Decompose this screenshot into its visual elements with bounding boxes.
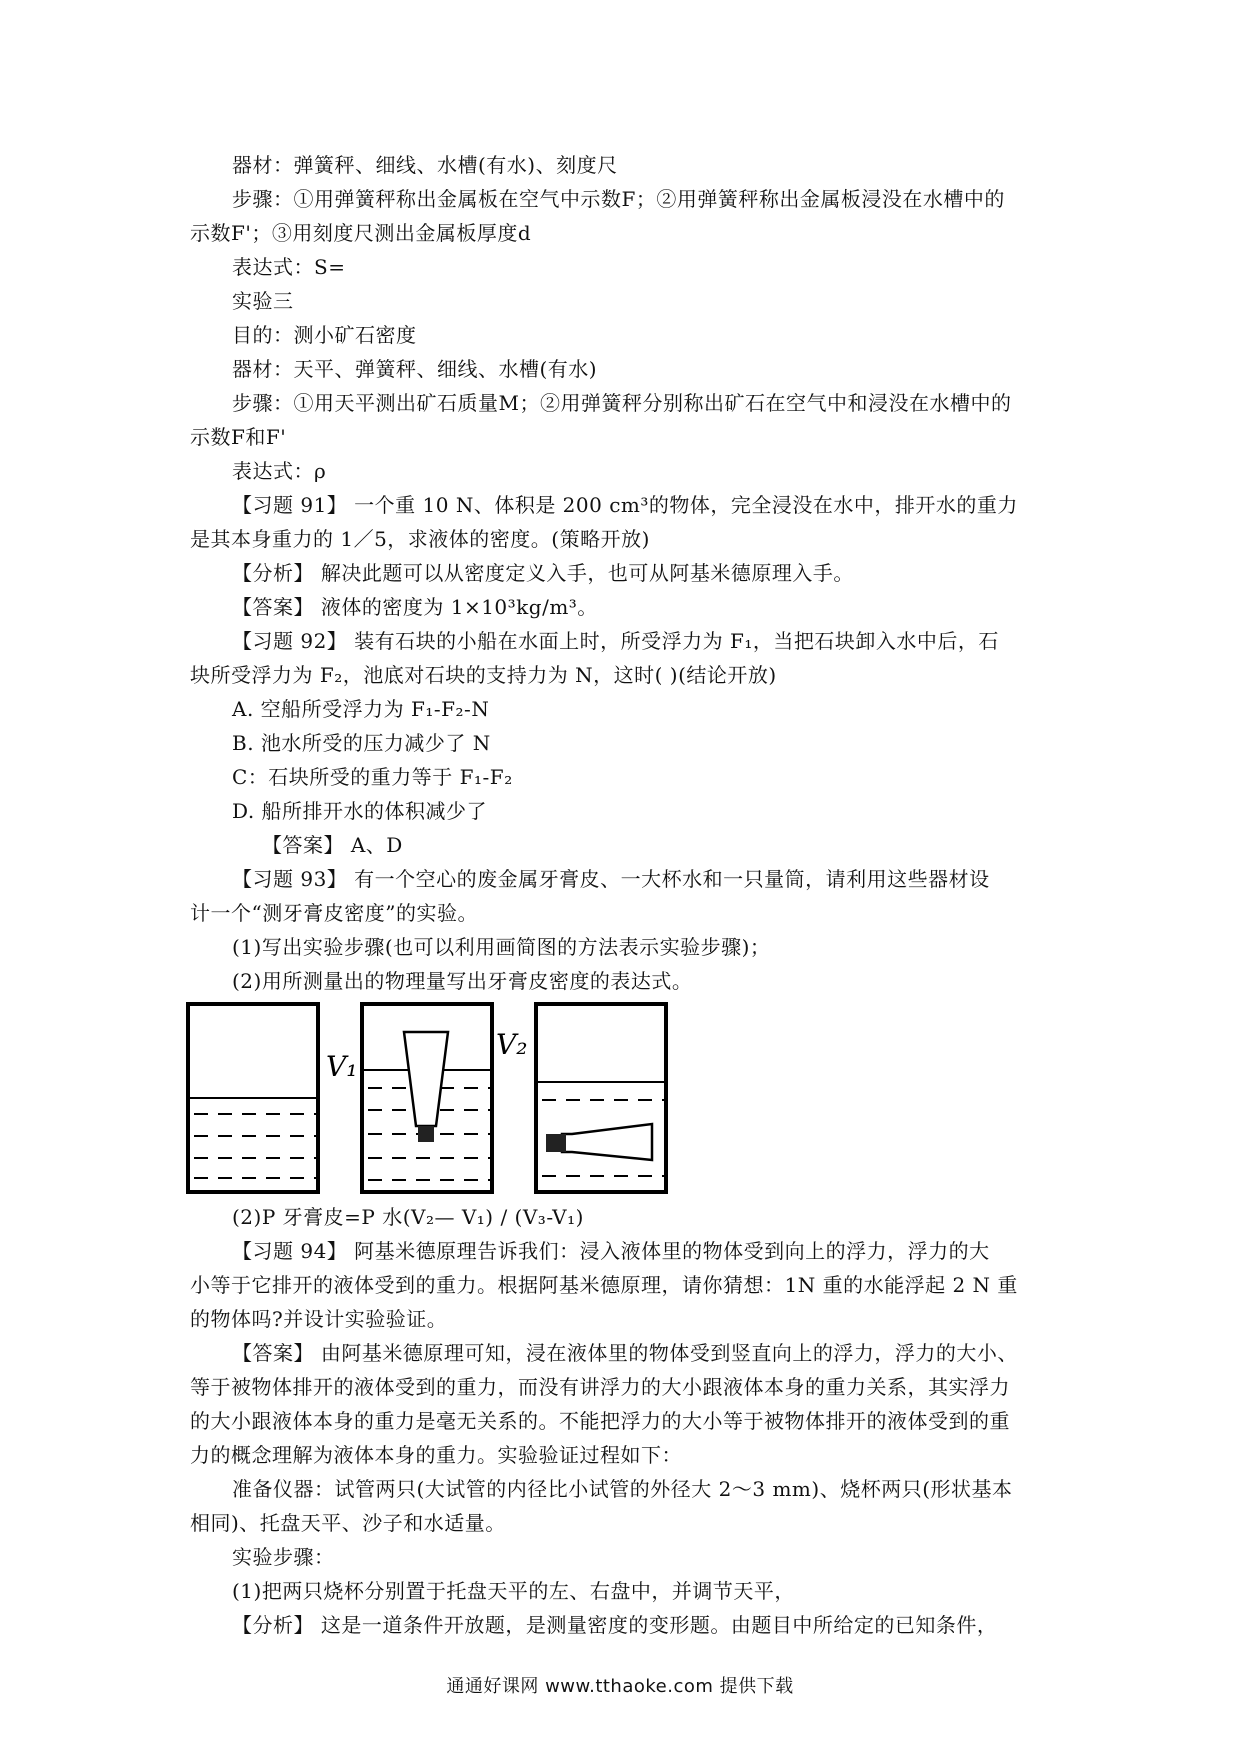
cylinder-1 xyxy=(188,1004,318,1192)
option-c: C：石块所受的重力等于 F₁-F₂ xyxy=(232,765,513,789)
cylinder-3 xyxy=(536,1004,666,1192)
tube-cap xyxy=(546,1134,566,1152)
option-b: B. 池水所受的压力减少了 N xyxy=(232,731,491,755)
exercise-93: 【习题 93】 有一个空心的废金属牙膏皮、一大杯水和一只量筒，请利用这些器材设 xyxy=(232,867,990,891)
text-line: 准备仪器：试管两只(大试管的内径比小试管的外径大 2～3 mm)、烧杯两只(形状基本 xyxy=(232,1477,1013,1501)
tube-cap xyxy=(418,1126,434,1142)
toothpaste-tube-upright xyxy=(404,1032,448,1126)
density-expression: (2)P 牙膏皮=P 水(V₂— V₁) / (V₃-V₁) xyxy=(232,1205,584,1229)
option-d: D. 船所排开水的体积减少了 xyxy=(232,799,488,823)
text-line: 实验步骤： xyxy=(232,1545,335,1569)
text-line: (2)用所测量出的物理量写出牙膏皮密度的表达式。 xyxy=(232,969,693,993)
analysis-94: 【分析】 这是一道条件开放题，是测量密度的变形题。由题目中所给定的已知条件， xyxy=(232,1613,998,1637)
option-a: A. 空船所受浮力为 F₁-F₂-N xyxy=(232,697,490,721)
text-line: 计一个“测牙膏皮密度”的实验。 xyxy=(190,901,478,925)
answer-92: 【答案】 A、D xyxy=(262,833,403,857)
text-line: 器材：天平、弹簧秤、细线、水槽(有水) xyxy=(232,357,598,381)
text-line: 表达式：S= xyxy=(232,255,346,279)
text-line: 块所受浮力为 F₂，池底对石块的支持力为 N，这时( )(结论开放) xyxy=(190,663,777,687)
text-line: (1)写出实验步骤(也可以利用画简图的方法表示实验步骤)； xyxy=(232,935,771,959)
text-line: 表达式：ρ xyxy=(232,459,327,483)
text-line: 的大小跟液体本身的重力是毫无关系的。不能把浮力的大小等于被物体排开的液体受到的重 xyxy=(190,1409,1010,1433)
text-line: 示数F'；③用刻度尺测出金属板厚度d xyxy=(190,221,532,245)
text-line: 步骤：①用天平测出矿石质量M；②用弹簧秤分别称出矿石在空气中和浸没在水槽中的 xyxy=(232,391,1012,415)
label-v1: V₁ xyxy=(326,1050,358,1083)
cylinder-2 xyxy=(362,1004,492,1192)
text-line: 等于被物体排开的液体受到的重力，而没有讲浮力的大小跟液体本身的重力关系，其实浮力 xyxy=(190,1375,1010,1399)
text-line: 小等于它排开的液体受到的重力。根据阿基米德原理，请你猜想：1N 重的水能浮起 2 N 重 xyxy=(190,1273,1018,1297)
section-heading: 实验三 xyxy=(232,289,294,313)
text-line: 目的：测小矿石密度 xyxy=(232,323,417,347)
exercise-91: 【习题 91】 一个重 10 N、体积是 200 cm³的物体，完全浸没在水中，排开水的重力 xyxy=(232,493,1018,517)
text-line: 相同)、托盘天平、沙子和水适量。 xyxy=(190,1511,506,1535)
text-line: 器材：弹簧秤、细线、水槽(有水)、刻度尺 xyxy=(232,153,618,177)
analysis-91: 【分析】 解决此题可以从密度定义入手，也可从阿基米德原理入手。 xyxy=(232,561,854,585)
toothpaste-tube-flat xyxy=(562,1124,652,1160)
label-v2: V₂ xyxy=(496,1028,528,1061)
exercise-94: 【习题 94】 阿基米德原理告诉我们：浸入液体里的物体受到向上的浮力，浮力的大 xyxy=(232,1239,990,1263)
text-line: (1)把两只烧杯分别置于托盘天平的左、右盘中，并调节天平， xyxy=(232,1579,795,1603)
text-line: 步骤：①用弹簧秤称出金属板在空气中示数F；②用弹簧秤称出金属板浸没在水槽中的 xyxy=(232,187,1005,211)
text-line: 示数F和F' xyxy=(190,425,287,449)
answer-91: 【答案】 液体的密度为 1×10³kg/m³。 xyxy=(232,595,598,619)
text-line: 力的概念理解为液体本身的重力。实验验证过程如下： xyxy=(190,1443,682,1467)
text-line: 是其本身重力的 1／5，求液体的密度。(策略开放) xyxy=(190,527,650,551)
exercise-92: 【习题 92】 装有石块的小船在水面上时，所受浮力为 F₁，当把石块卸入水中后，石 xyxy=(232,629,999,653)
experiment-figure xyxy=(186,1000,706,1194)
text-line: 的物体吗?并设计实验验证。 xyxy=(190,1307,448,1331)
answer-94: 【答案】 由阿基米德原理可知，浸在液体里的物体受到竖直向上的浮力，浮力的大小、 xyxy=(232,1341,1018,1365)
page-footer: 通通好课网 www.tthaoke.com 提供下载 xyxy=(446,1676,794,1697)
